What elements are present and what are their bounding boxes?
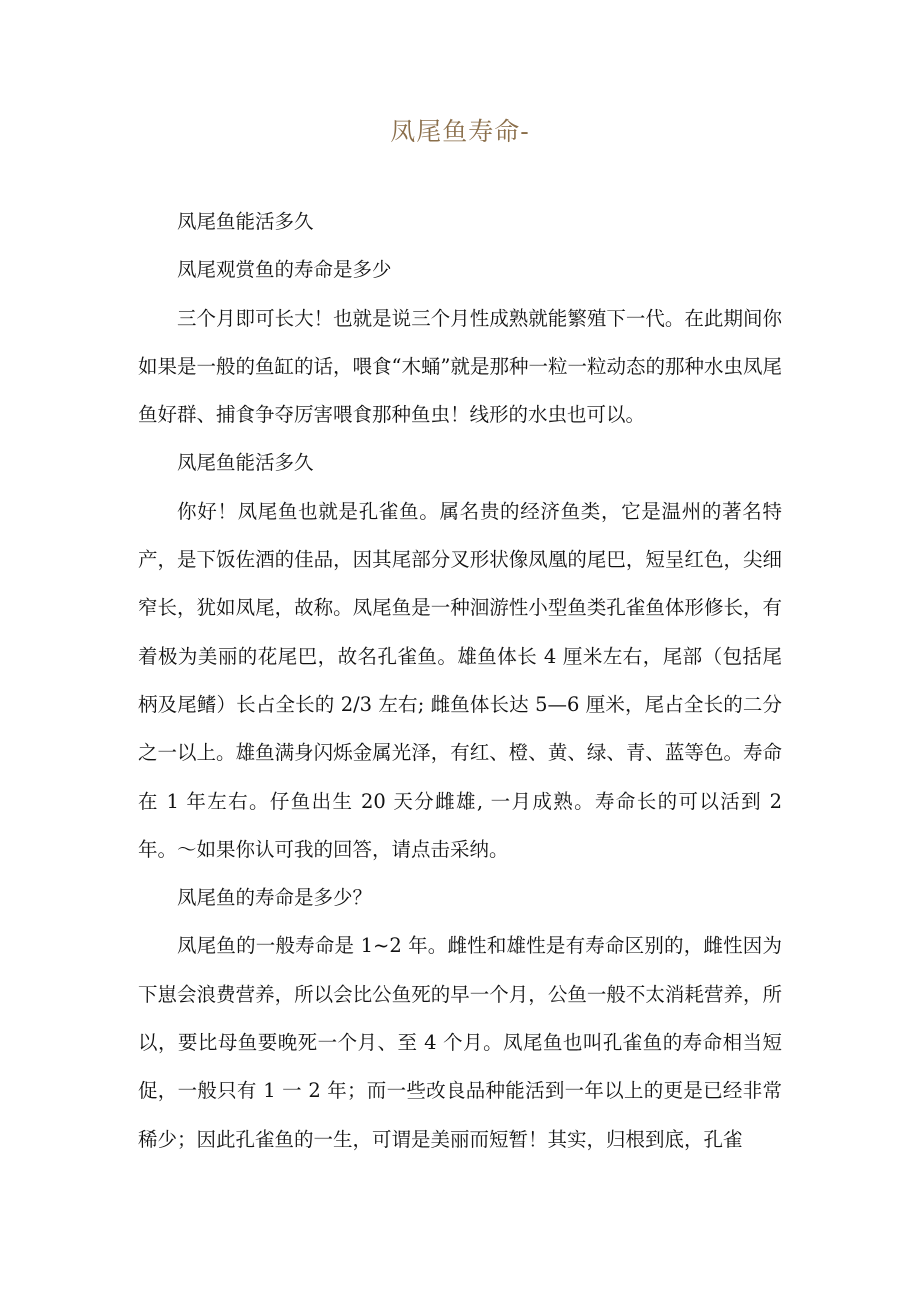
paragraph-2: 凤尾观赏鱼的寿命是多少 (177, 258, 392, 282)
paragraph-1: 凤尾鱼能活多久 (177, 210, 314, 233)
paragraph-6: 凤尾鱼的寿命是多少？ (177, 886, 373, 910)
paragraph-4: 凤尾鱼能活多久 (177, 451, 314, 475)
page-title: 凤尾鱼寿命- (390, 117, 530, 146)
paragraph-5: 你好！凤尾鱼也就是孔雀鱼。属名贵的经济鱼类，它是温州的著名特产，是下饭佐酒的佳品，因其尾部分叉形状像凤凰的尾巴，短呈红色，尖细窄长，犹如凤尾，故称。凤尾鱼是一种洄游性小型鱼类孔雀鱼体形修长，有着极为美丽的花尾巴，故名孔雀鱼。雄鱼体长 4 厘米左右，尾部（包括尾柄及尾鳍）长占全长的 2/3 左右; 雌鱼体长达 5—6 厘米，尾占全长的二分之一以上。雄鱼满身闪烁金属光泽，有红、橙、黄、绿、青、蓝等色。寿命在 1 年左右。仔鱼出生 20 天分雌雄, 一月成熟。寿命长的可以活到 2 年。～如果你认可我的回答，请点击采纳。 (138, 499, 782, 861)
paragraph-3: 三个月即可长大！也就是说三个月性成熟就能繁殖下一代。在此期间你如果是一般的鱼缸的话，喂食“木蛹”就是那种一粒一粒动态的那种水虫凤尾鱼好群、捕食争夺厉害喂食那种鱼虫！线形的水虫也可以。 (138, 306, 782, 427)
paragraph-7: 凤尾鱼的一般寿命是 1~2 年。雌性和雄性是有寿命区别的，雌性因为下崽会浪费营养，所以会比公鱼死的早一个月，公鱼一般不太消耗营养，所以，要比母鱼要晚死一个月、至 4 个月。凤尾鱼也叫孔雀鱼的寿命相当短促，一般只有 1 一 2 年；而一些改良品种能活到一年以上的更是已经非常稀少；因此孔雀鱼的一生，可谓是美丽而短暂！其实，归根到底，孔雀 (138, 934, 782, 1151)
